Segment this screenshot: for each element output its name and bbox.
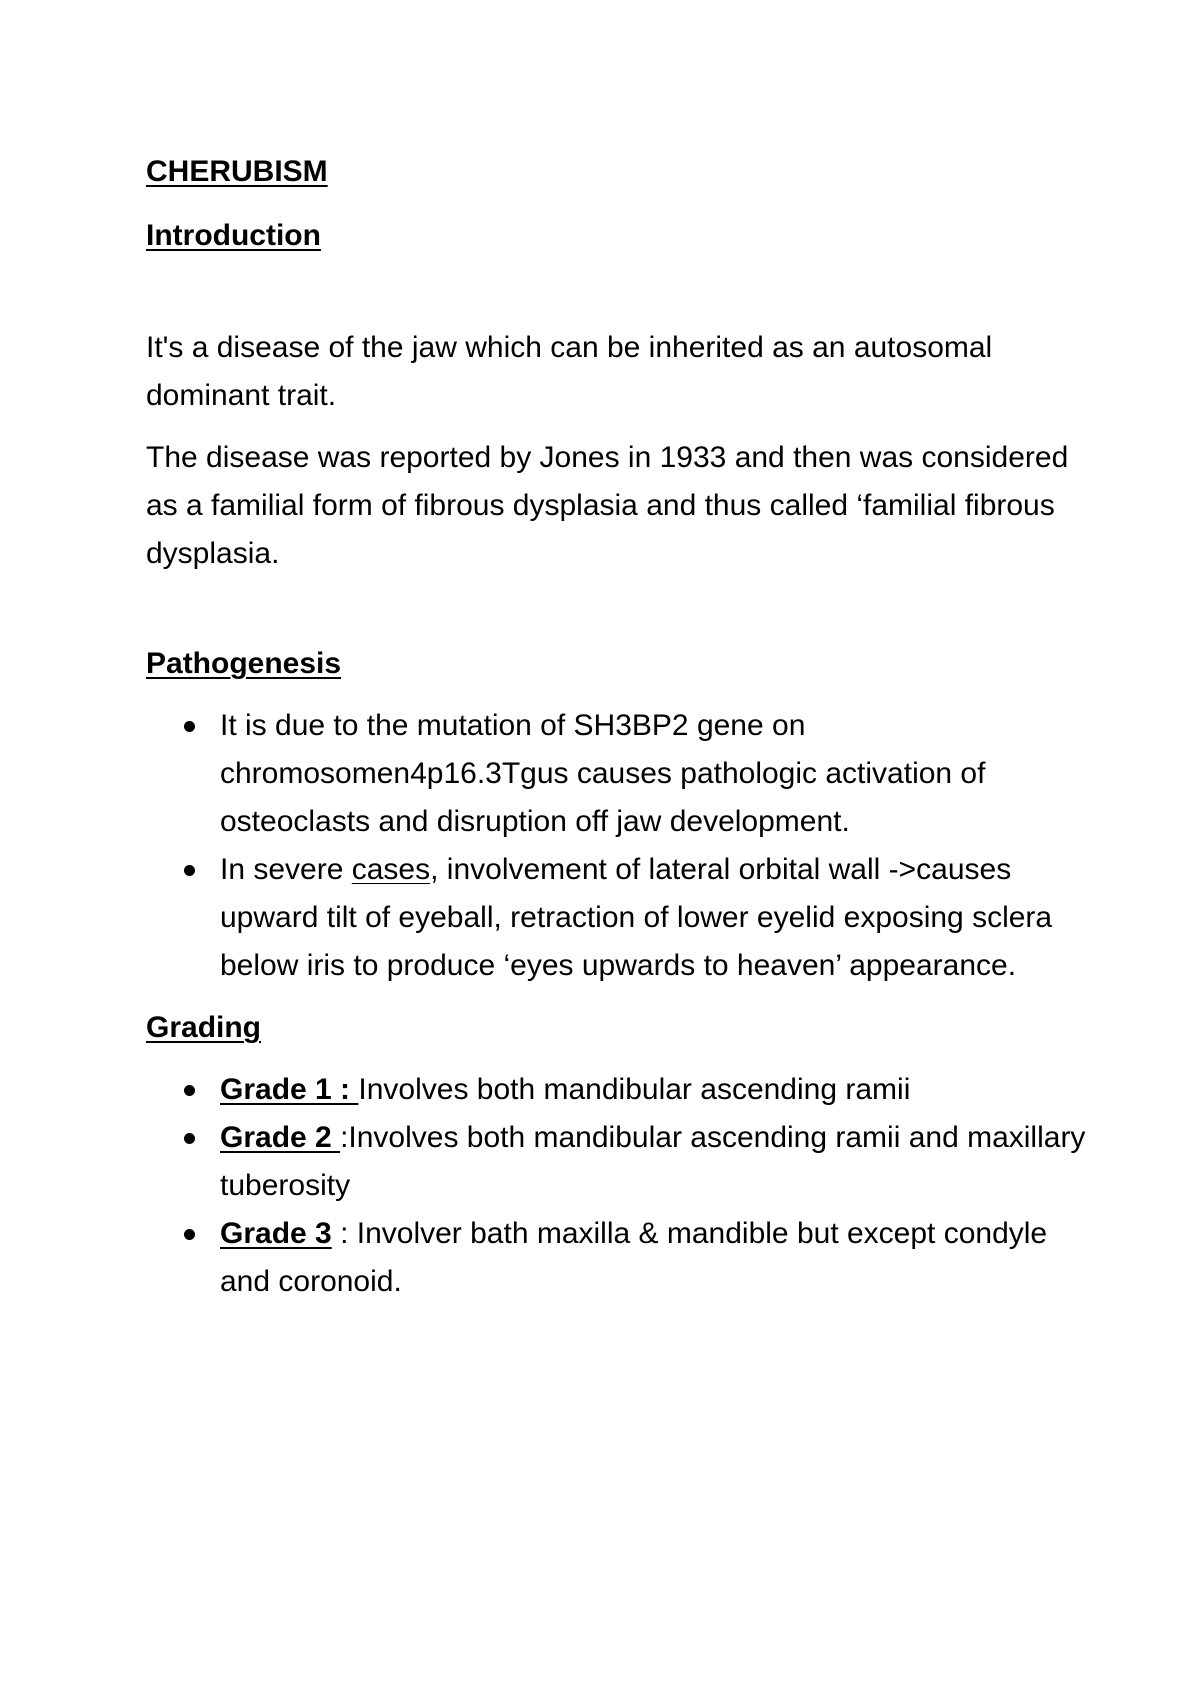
introduction-paragraph-1: It's a disease of the jaw which can be inherited as an autosomal dominant trait. [146,331,993,412]
underlined-word-cases: cases [351,853,431,886]
bullet-2-rest: , involvement of lateral orbital wall ->causes upward tilt of eyeball, retraction of lower eyelid exposing sclera below iris to produce ‘eyes upwards to heaven’ appearance. [220,853,1053,982]
pathogenesis-list [146,702,1086,990]
introduction-heading: Introduction [146,219,321,252]
introduction-paragraph-2: The disease was reported by Jones in 1933 and then was considered as a familial form of fibrous dysplasia and thus called ‘familial fibrous dysplasia. [146,441,1069,570]
grade-description: : Involver bath maxilla & mandible but except condyle and coronoid. [220,1217,1048,1298]
document-title: CHERUBISM [146,155,328,188]
grade-item [146,1210,1086,1306]
grade-item [146,1066,1086,1114]
grade-item [146,1114,1086,1210]
grade-description: Involves both mandibular ascending ramii [358,1073,911,1106]
grading-heading: Grading [146,1011,262,1044]
pathogenesis-bullet-1: It is due to the mutation of SH3BP2 gene on chromosomen4p16.3Tgus causes pathologic activation of osteoclasts and disruption off jaw development. [146,702,1086,846]
grade-description: :Involves both mandibular ascending ramii and maxillary tuberosity [220,1121,1086,1202]
pathogenesis-heading: Pathogenesis [146,647,342,680]
grade-label: Grade 1 : [220,1073,359,1106]
grade-label: Grade 3 [220,1217,332,1250]
grading-list [146,1066,1086,1306]
grade-label: Grade 2 [220,1121,341,1154]
bullet-2-prefix: In severe [220,853,352,886]
pathogenesis-bullet-2 [146,846,1086,990]
document-body [146,148,1086,1306]
